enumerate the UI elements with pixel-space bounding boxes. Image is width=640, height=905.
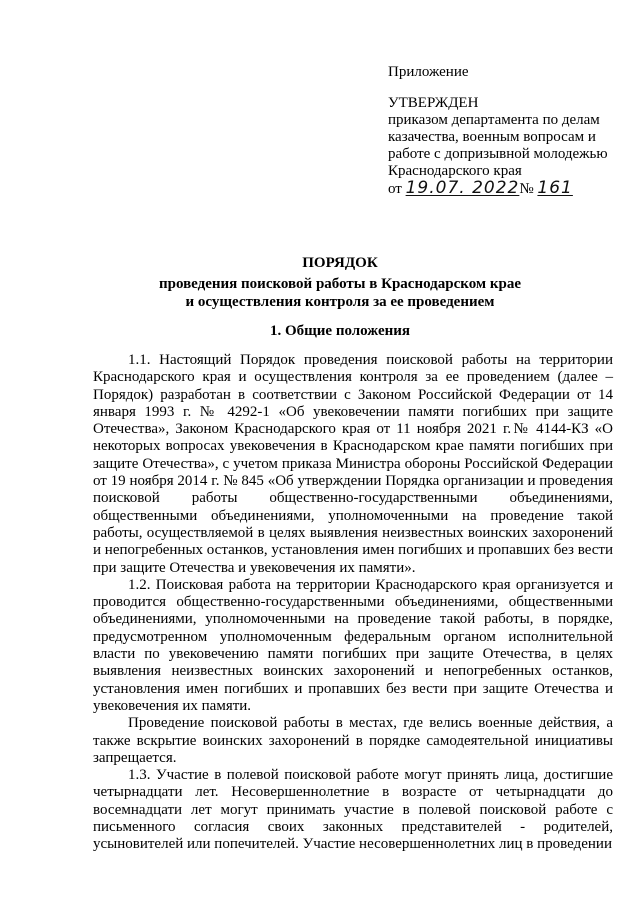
spacer — [388, 81, 628, 95]
document-title — [60, 254, 620, 311]
number-prefix: № — [519, 181, 534, 197]
annex-label: Приложение — [388, 64, 469, 80]
title-main: ПОРЯДОК — [302, 255, 378, 271]
approval-line: работе с допризывной молодежью — [388, 146, 608, 162]
date-prefix: от — [388, 181, 402, 197]
paragraph-1-1: 1.1. Настоящий Порядок проведения поисковой работы на территории Краснодарского края и осуществления контроля за ее проведением (далее – Порядок) разработан в соответствии с Законом Российской Федерации от 14 января 1993 г. № 4292-1 «Об увековечении памяти погибших при защите Отечества», Законом Краснодарского края от 11 ноября 2021 г.№ 4144-КЗ «О некоторых вопросах увековечения в Краснодарском крае памяти погибших при защите Отечества», с учетом приказа Министра обороны Российской Федерации от 19 ноября 2014 г. № 845 «Об утверждении Порядка организации и проведения поисковой работы общественно-государственными объединениями, общественными объединениями, уполномоченными на проведение такой работы, осуществляемой в целях выявления неизвестных воинских захоронений и непогребенных останков, установления имен погибших и пропавших без вести при защите Отечества и увековечения их памяти». — [93, 352, 613, 576]
approval-line: приказом департамента по делам — [388, 112, 600, 128]
approval-line: Краснодарского края — [388, 163, 522, 179]
title-subtitle-line1: проведения поисковой работы в Краснодарском крае — [158, 276, 522, 292]
date-line — [388, 180, 628, 198]
paragraph-1-2: 1.2. Поисковая работа на территории Краснодарского края организуется и проводится общественно-государственными объединениями, общественными объединениями, уполномоченными на проведение такой работы, в порядке, предусмотренном уполномоченным федеральным органом исполнительной власти по увековечению памяти погибших при защите Отечества, в целях выявления неизвестных воинских захоронений и непогребенных останков, установления имен погибших и пропавших без вести при защите Отечества и увековечения их памяти. — [93, 576, 613, 714]
paragraph-prohibition: Проведение поисковой работы в местах, где велись военные действия, а также вскрытие воинских захоронений в порядке самодеятельной инициативы запрещается. — [93, 715, 613, 766]
handwritten-date: 19.07. 2022 — [405, 178, 520, 198]
paragraph-1-3: 1.3. Участие в полевой поисковой работе могут принять лица, достигшие четырнадцати лет. Несовершеннолетние в возрасте от четырнадцати до восемнадцати лет могут принимать участие в полевой поисковой работе с письменного согласия своих законных представителей - родителей, усыновителей или попечителей. Участие несовершеннолетних лиц в проведении — [93, 767, 613, 853]
handwritten-number: 161 — [537, 178, 573, 198]
title-subtitle-line2: и осуществления контроля за ее проведением — [185, 294, 495, 310]
section-heading: 1. Общие положения — [269, 323, 411, 339]
approval-line: казачества, военным вопросам и — [388, 129, 596, 145]
approved-label: УТВЕРЖДЕН — [388, 95, 479, 111]
document-body — [93, 352, 613, 854]
approval-block — [388, 64, 628, 198]
